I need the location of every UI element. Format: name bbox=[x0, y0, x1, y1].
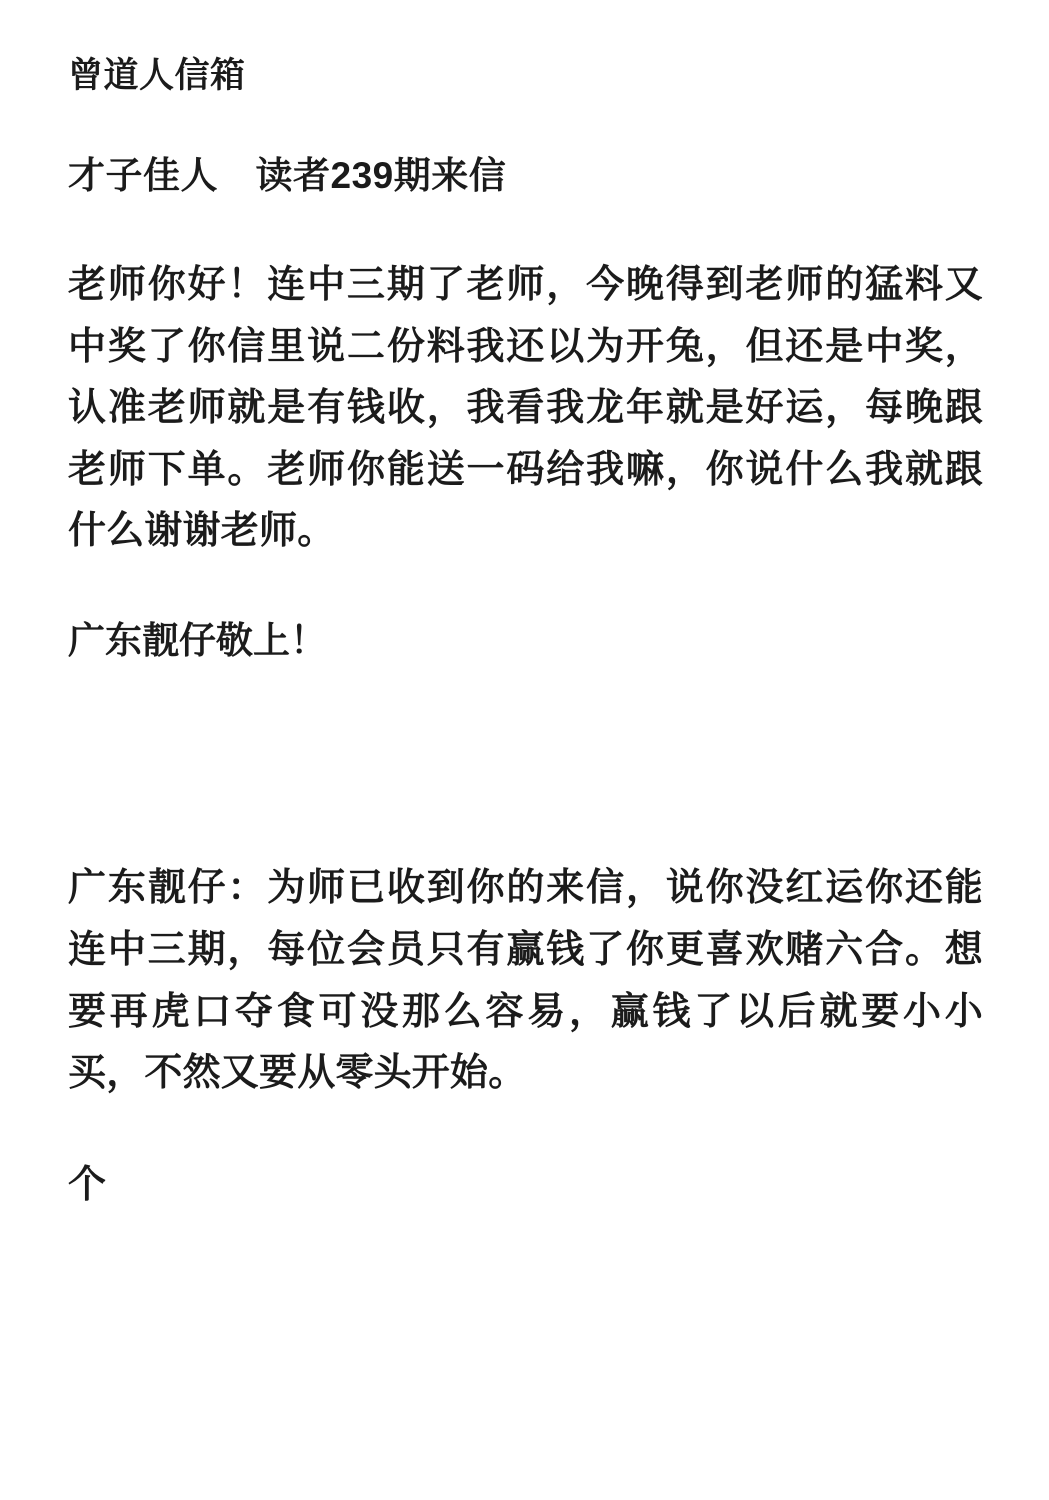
reply-trailing-text: 个 bbox=[68, 1163, 107, 1206]
letter-heading: 才子佳人 读者239期来信 bbox=[68, 155, 507, 197]
letter-signoff: 广东靓仔敬上！ bbox=[68, 619, 327, 661]
page-title: 曾道人信箱 bbox=[68, 56, 246, 95]
letter-body-paragraph: 老师你好！连中三期了老师，今晚得到老师的猛料又中奖了你信里说二份料我还以为开兔，但还是中奖，认准老师就是有钱收，我看我龙年就是好运，每晚跟老师下单。老师你能送一码给我嘛，你说什么我就跟什么谢谢老师。 bbox=[68, 264, 983, 553]
section-spacer bbox=[68, 708, 983, 858]
reply-body-paragraph: 广东靓仔：为师已收到你的来信，说你没红运你还能连中三期，每位会员只有赢钱了你更喜欢赌六合。想要再虎口夺食可没那么容易，赢钱了以后就要小小买，不然又要从零头开始。 bbox=[68, 867, 983, 1095]
